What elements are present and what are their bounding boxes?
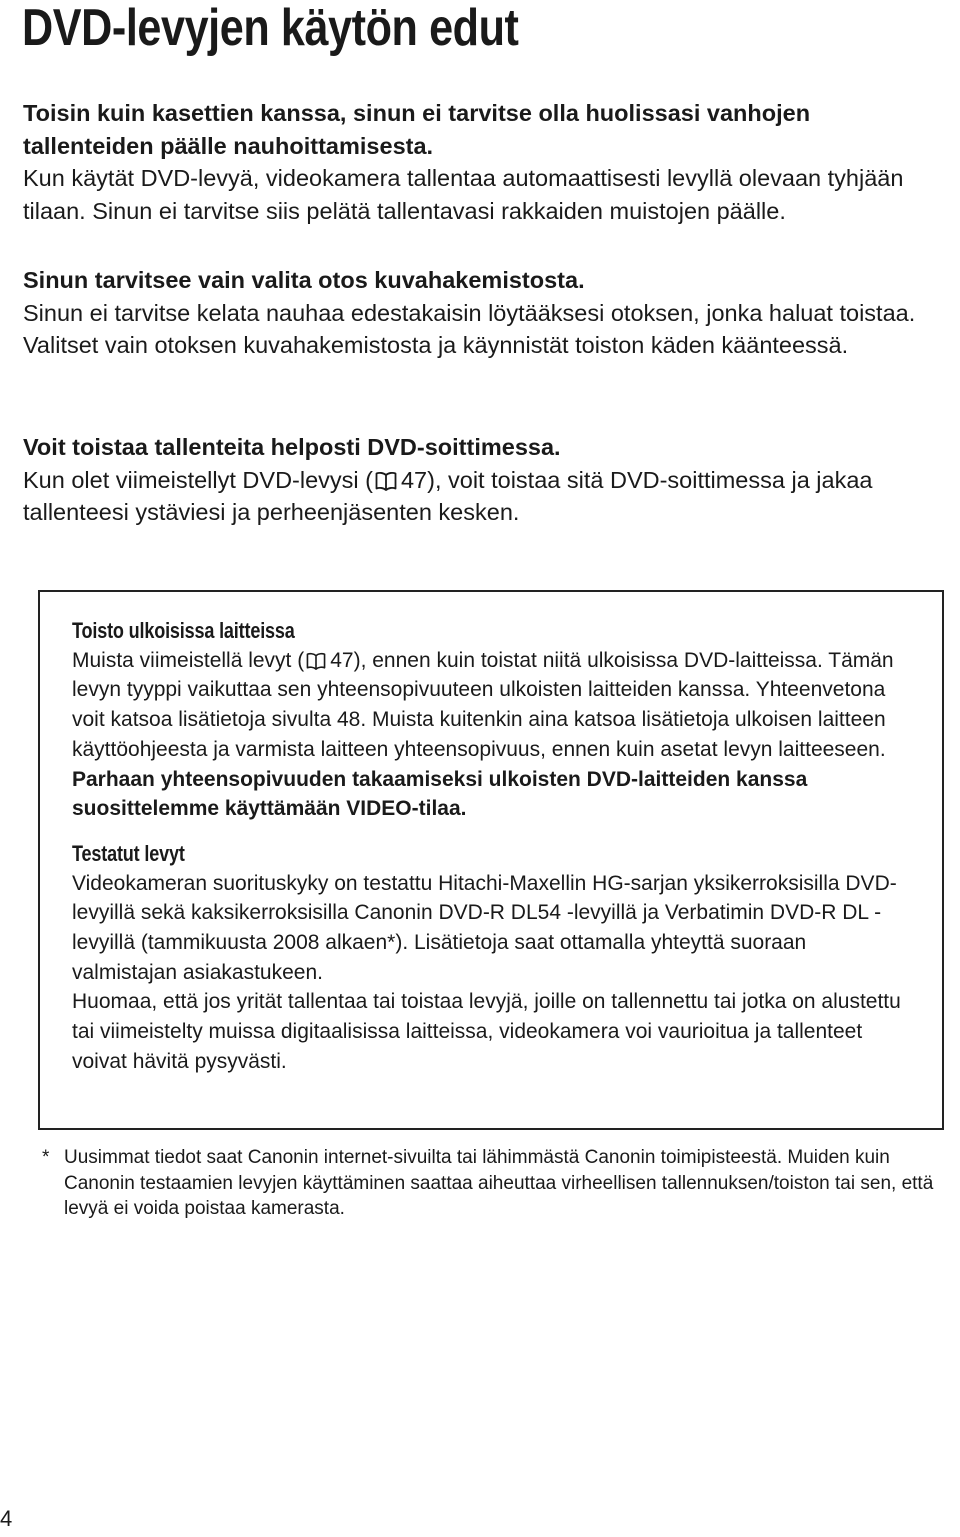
section-lead: Toisin kuin kasettien kanssa, sinun ei tarvitse olla huolissasi vanhojen tallenteiden päälle nauhoittamisesta. (23, 100, 811, 159)
section-dvd-player (23, 431, 943, 529)
footnote-mark: * (42, 1147, 50, 1168)
footnote-text: Uusimmat tiedot saat Canonin internet-sivuilta tai lähimmästä Canonin toimipisteestä. Muiden kuin Canonin testaamien levyjen käyttäminen saattaa aiheuttaa virheellisen tallennuksen/toiston tai sen, että levyä ei voida poistaa kamerasta. (64, 1147, 934, 1219)
box-heading: Toisto ulkoisissa laitteissa (72, 618, 295, 643)
section-index (23, 264, 943, 362)
box-paragraph: Videokameran suorituskyky on testattu Hitachi-Maxellin HG-sarjan yksikerroksisilla DVD-levyillä sekä kaksikerroksisilla Canonin DVD-R DL54 -levyillä ja Verbatimin DVD-R DL -levyillä (tammikuusta 2008 alkaen*). Lisätietoja saat ottamalla yhteyttä suoraan valmistajan asiakastukeen. (72, 871, 897, 984)
page-number: 4 (0, 1506, 13, 1531)
book-icon (375, 471, 397, 491)
box-paragraph: Huomaa, että jos yrität tallentaa tai toistaa levyjä, joille on tallennettu tai jotka on alustettu tai viimeistelty muissa digitaalisissa laitteissa, videokamera voi vaurioitua ja tallenteet voivat hävitä pysyvästi. (72, 990, 901, 1073)
section-body: Kun olet viimeistellyt DVD-levysi ( 47), voit toistaa sitä DVD-soittimessa ja jakaa tallenteesi ystäviesi ja perheenjäsenten kesken. (23, 466, 873, 525)
section-body: Kun käytät DVD-levyä, videokamera tallentaa automaattisesti levyllä olevaan tyhjään tilaan. Sinun ei tarvitse siis pelätä tallentavasi rakkaiden muistojen päälle. (23, 165, 904, 224)
section-lead: Voit toistaa tallenteita helposti DVD-soittimessa. (23, 434, 561, 460)
box-paragraph: Muista viimeistellä levyt ( 47), ennen kuin toistat niitä ulkoisissa DVD-laitteissa. Tämän levyn tyyppi vaikuttaa sen yhteensopivuuteen ulkoisten laitteiden kanssa. Yhteenvetona voit katsoa lisätietoja sivulta 48. Muista kuitenkin aina katsoa lisätietoja ulkoisen laitteen käyttöohjeesta ja varmista laitteen yhteensopivuus, ennen kuin asetat levyn laitteeseen. (72, 648, 894, 761)
section-body: Sinun ei tarvitse kelata nauhaa edestakaisin löytääksesi otoksen, jonka haluat toistaa. Valitset vain otoksen kuvahakemistosta ja käynnistät toiston käden käänteessä. (23, 299, 916, 358)
box-recommendation: Parhaan yhteensopivuuden takaamiseksi ulkoisten DVD-laitteiden kanssa suosittelemme käyttämään VIDEO-tilaa. (72, 767, 808, 821)
section-lead: Sinun tarvitsee vain valita otos kuvahakemistosta. (23, 267, 585, 293)
page-title: DVD-levyjen käytön edut (22, 0, 519, 57)
book-icon (306, 652, 326, 670)
note-box (38, 590, 944, 1130)
section-overwrite (23, 97, 943, 227)
page-reference: 47 (330, 648, 354, 672)
footnote (42, 1145, 942, 1222)
box-heading: Testatut levyt (72, 840, 185, 866)
page-reference: 47 (400, 466, 428, 493)
